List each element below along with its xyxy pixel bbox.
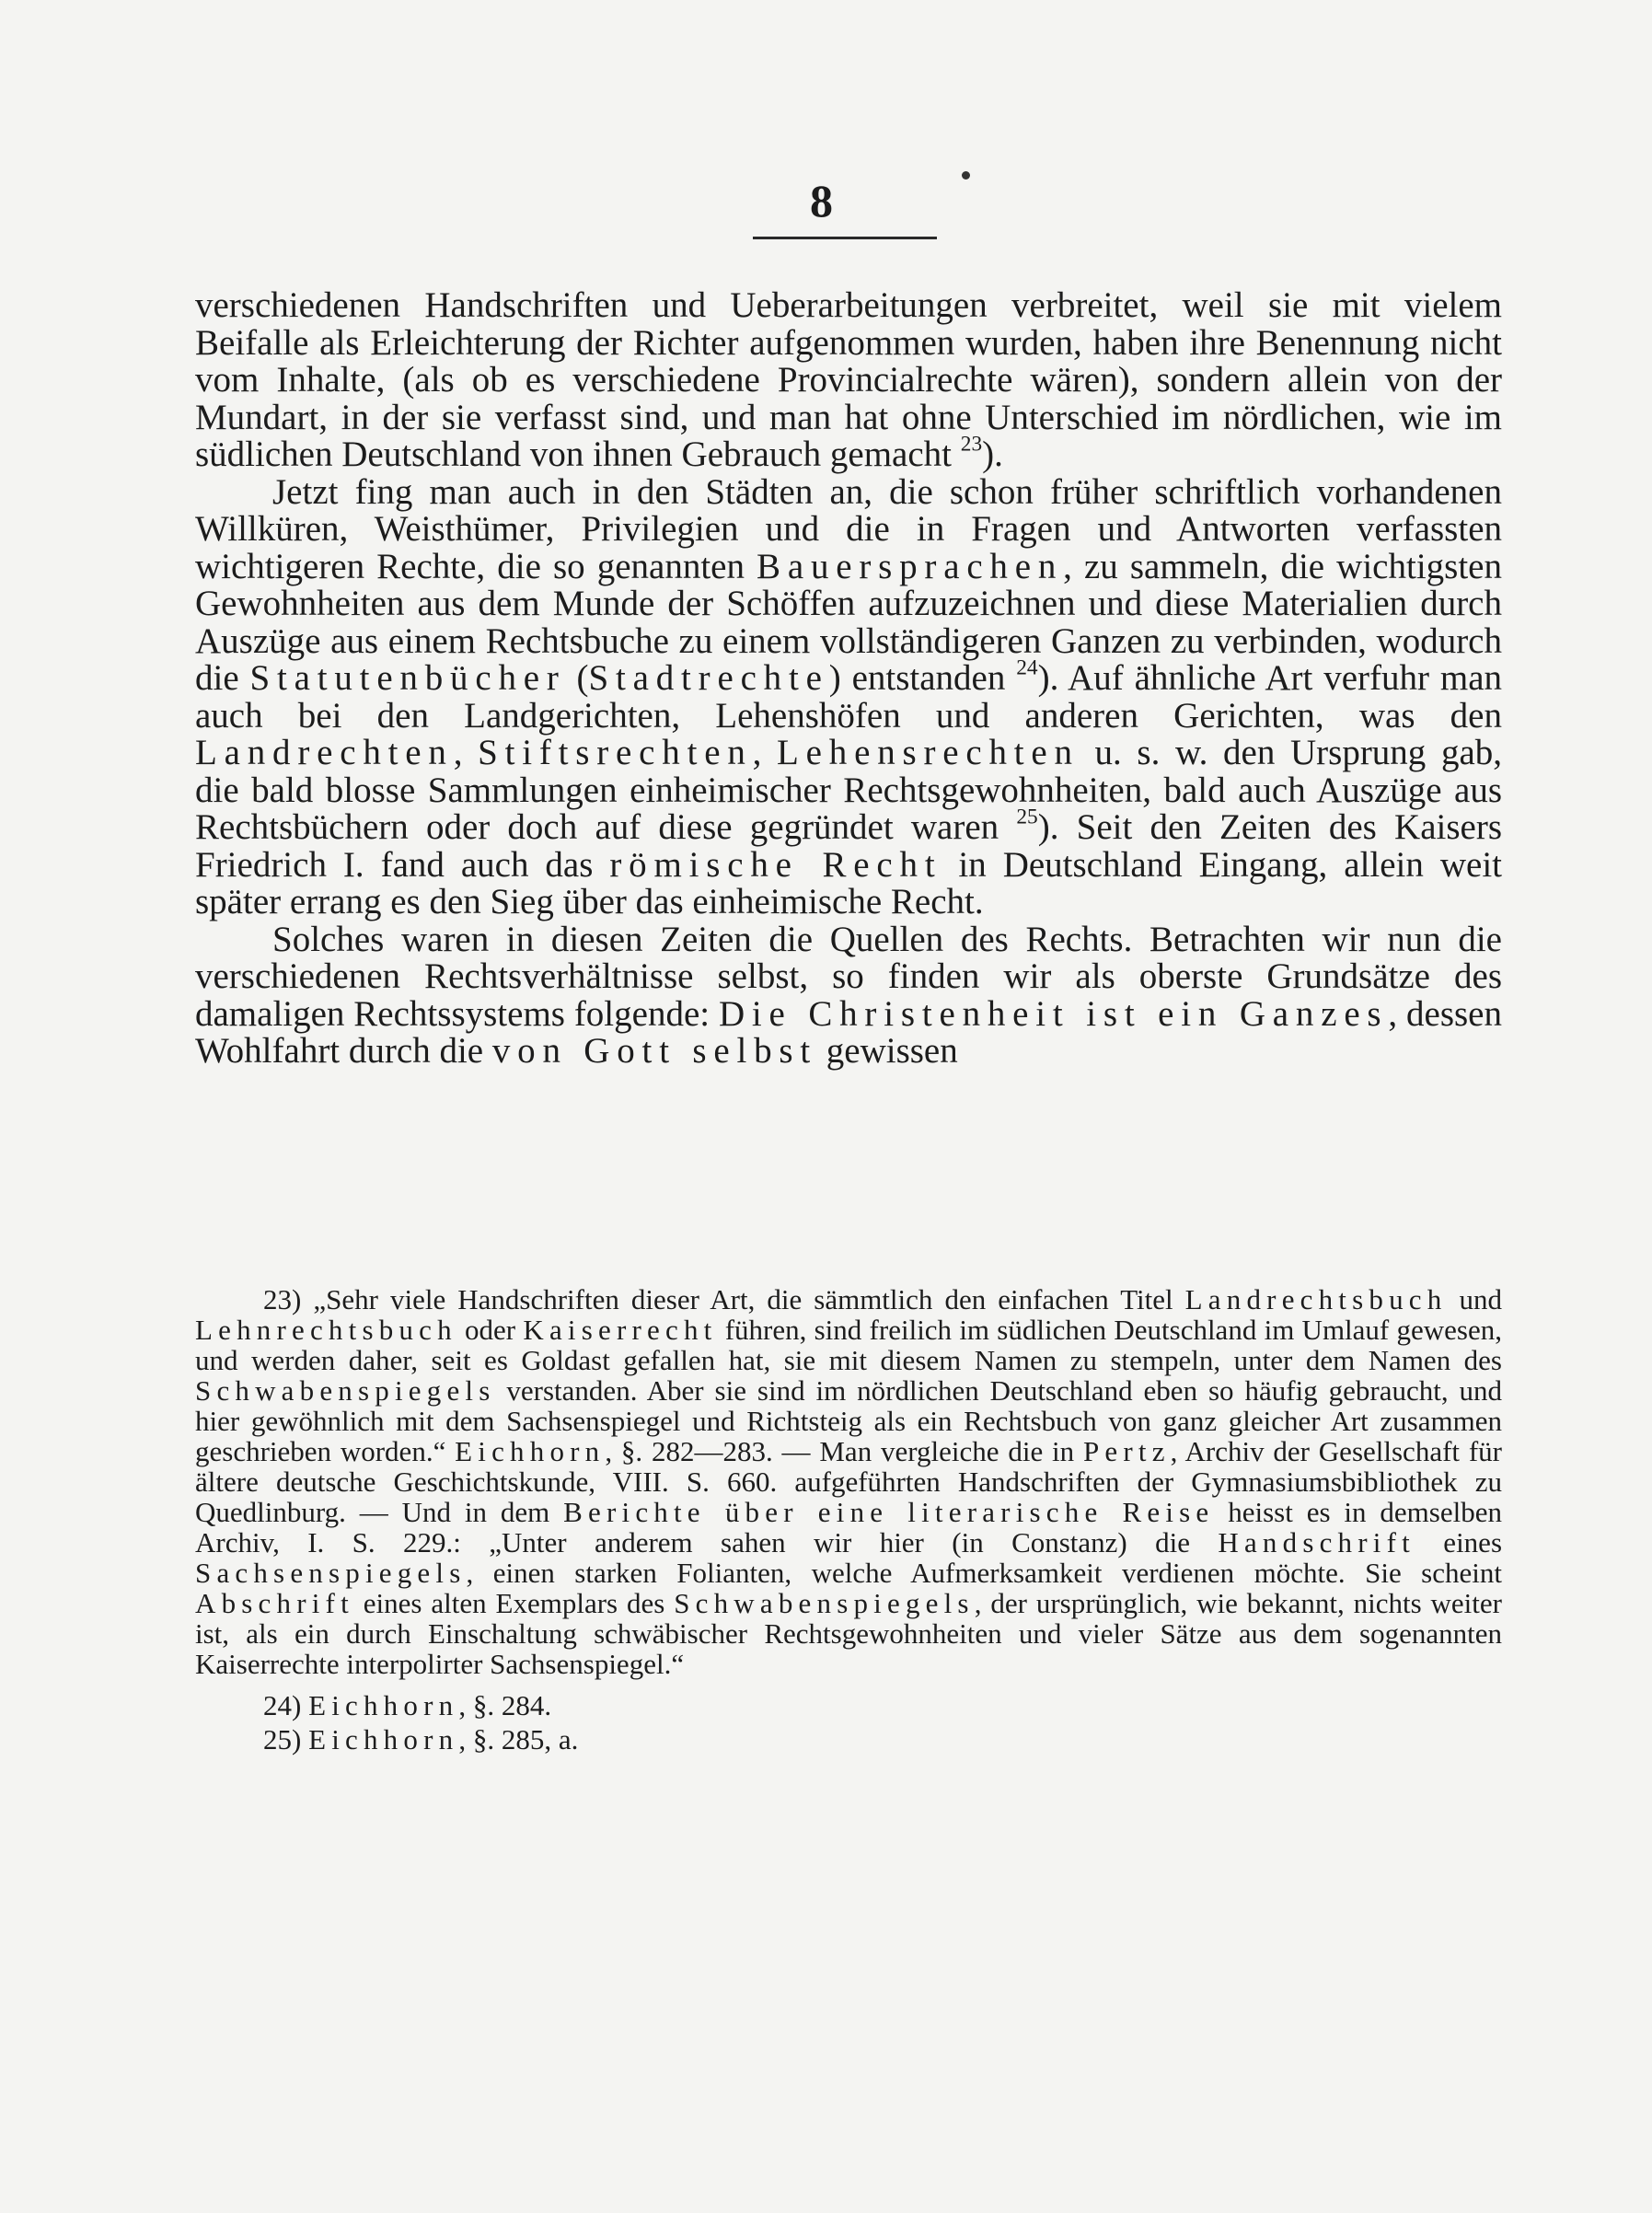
text-run: , Archiv der Gesellschaft für ältere deutsche Geschichtskunde, VIII. S. 660. aufgeführten Handschriften der Gymnasiumsbibliothek zu Quedlinburg. — Und in dem xyxy=(195,1435,1502,1528)
spaced-emphasis: Statutenbücher xyxy=(249,658,566,698)
text-run: , zu sammeln, die wichtigsten Gewohnheiten aus dem Munde der Schöffen aufzuzeichnen und diese Materialien durch Auszüge aus einem Rechtsbuche zu einem vollständigeren Ganzen zu verbinden, wodurch die xyxy=(195,546,1502,698)
spaced-emphasis: Schwabenspiegels xyxy=(674,1587,975,1619)
text-run: 25) xyxy=(263,1723,309,1755)
text-run: Solches waren in diesen Zeiten die Quellen des Rechts. Betrachten wir nun die verschiedenen Rechtsverhältnisse selbst, so finden wir als oberste Grundsätze des damaligen Rechtssystems folgende: xyxy=(195,919,1502,1034)
spaced-emphasis: Landrechten xyxy=(195,733,454,772)
spaced-emphasis: Eichhorn xyxy=(308,1723,459,1755)
spaced-emphasis: Eichhorn xyxy=(455,1435,606,1467)
spaced-emphasis: Pertz xyxy=(1082,1435,1171,1467)
spaced-emphasis: Berichte über eine literarische Reise xyxy=(563,1496,1215,1528)
body-text xyxy=(195,287,1502,1071)
text-run: , §. 285, a. xyxy=(458,1723,579,1755)
ink-speck xyxy=(962,171,970,180)
text-run: 24) xyxy=(263,1689,309,1721)
paragraph-stadtrechte xyxy=(195,471,1503,921)
text-run: ). xyxy=(982,434,1003,474)
footnotes xyxy=(195,1284,1502,1755)
text-run: , §. 284. xyxy=(458,1689,552,1721)
text-run: ( xyxy=(565,658,589,698)
text-run: , xyxy=(752,733,778,772)
spaced-emphasis: Landrechtsbuch xyxy=(1184,1283,1448,1315)
text-run: eines xyxy=(1415,1526,1503,1558)
text-run: eines alten Exemplars des xyxy=(353,1587,675,1619)
spaced-emphasis: Stiftsrechten xyxy=(478,733,753,772)
text-run: ). Seit den Zeiten des Kaisers Friedrich I. fand auch das xyxy=(195,807,1502,885)
text-run: ). Auf ähnliche Art verfuhr man auch bei den Landgerichten, Lehenshöfen und anderen Gerichten, was den xyxy=(195,658,1502,736)
spaced-emphasis: Kaiserrecht xyxy=(523,1314,718,1346)
spaced-emphasis: Abschrift xyxy=(195,1587,354,1619)
spaced-emphasis: Stadtrechte xyxy=(588,658,829,698)
paragraph-rechtsverhaeltnisse xyxy=(195,921,1502,1071)
text-run: gewissen xyxy=(817,1031,958,1071)
spaced-emphasis: Bauersprachen xyxy=(757,546,1064,586)
spaced-emphasis: Die Christenheit ist ein Ganzes xyxy=(718,993,1389,1034)
text-run: ) entstanden xyxy=(828,658,1017,698)
spaced-emphasis: Schwabenspiegels xyxy=(195,1374,496,1407)
text-run: , dessen Wohlfahrt durch die xyxy=(195,993,1502,1071)
text-run: oder xyxy=(456,1314,524,1346)
text-run: , xyxy=(453,733,479,772)
footnote-ref: 24 xyxy=(1016,655,1038,680)
page-number: 8 xyxy=(810,175,833,226)
footnote-24 xyxy=(195,1690,1502,1721)
text-run: , der ursprünglich, wie bekannt, nichts weiter ist, als ein durch Einschaltung schwäbischer Rechtsgewohnheiten und vieler Sätze aus dem sogenannten Kaiserrechte interpolirter Sachsenspiegel.“ xyxy=(195,1587,1502,1680)
text-run: , §. 282—283. — Man vergleiche die in xyxy=(605,1435,1083,1467)
text-run: und xyxy=(1447,1283,1502,1315)
footnote-23 xyxy=(195,1284,1502,1679)
footnote-ref: 25 xyxy=(1016,805,1038,829)
spaced-emphasis: Sachsenspiegels xyxy=(195,1557,467,1589)
spaced-emphasis: von Gott selbst xyxy=(491,1031,818,1071)
text-run: verschiedenen Handschriften und Ueberarbeitungen verbreitet, weil sie mit vielem Beifalle als Erleichterung der Richter aufgenommen wurden, haben ihre Benennung nicht vom Inhalte, (als ob es verschiedene Provincialrechte wären), sondern allein von der Mundart, in der sie verfasst sind, und man hat ohne Unterschied im nördlichen, wie im südlichen Deutschland von ihnen Gebrauch gemacht xyxy=(195,285,1502,474)
text-run: heisst es in demselben Archiv, I. S. 229.: „Unter anderem sahen wir hier (in Constanz) die xyxy=(195,1496,1502,1558)
text-run: führen, sind freilich im südlichen Deutschland im Umlauf gewesen, und werden daher, seit es Goldast gefallen hat, sie mit diesem Namen zu stempeln, unter dem Namen des xyxy=(195,1314,1502,1376)
text-run: 23) „Sehr viele Handschriften dieser Art, die sämmtlich den einfachen Titel xyxy=(263,1283,1185,1315)
spaced-emphasis: Handschrift xyxy=(1218,1526,1415,1558)
spaced-emphasis: Lehnrechtsbuch xyxy=(195,1314,457,1346)
text-run: in Deutschland Eingang, allein weit später errang es den Sieg über das einheimische Recht. xyxy=(195,844,1502,921)
paragraph-continued xyxy=(195,287,1502,474)
footnote-ref: 23 xyxy=(960,432,983,457)
text-run: , einen starken Folianten, welche Aufmerksamkeit verdienen möchte. Sie scheint xyxy=(466,1557,1502,1589)
spaced-emphasis: Eichhorn xyxy=(308,1689,459,1721)
footnote-25 xyxy=(195,1724,1502,1755)
spaced-emphasis: Lehensrechten xyxy=(777,733,1080,772)
header-rule xyxy=(753,237,937,239)
spaced-emphasis: römische Recht xyxy=(609,844,942,885)
text-run: verstanden. Aber sie sind im nördlichen Deutschland eben so häufig gebraucht, und hier gewöhnlich mit dem Sachsenspiegel und Richtsteig als ein Rechtsbuch von ganz gleicher Art zusammen geschrieben worden.“ xyxy=(195,1374,1502,1467)
text-run: Jetzt fing man auch in den Städten an, die schon früher schriftlich vorhandenen Willküren, Weisthümer, Privilegien und die in Fragen und Antworten verfassten wichtigeren Rechte, die so genannten xyxy=(195,471,1502,586)
text-run: u. s. w. den Ursprung gab, die bald blosse Sammlungen einheimischer Rechtsgewohnheiten, bald auch Auszüge aus Rechtsbüchern oder doch auf diese gegründet waren xyxy=(195,733,1503,847)
